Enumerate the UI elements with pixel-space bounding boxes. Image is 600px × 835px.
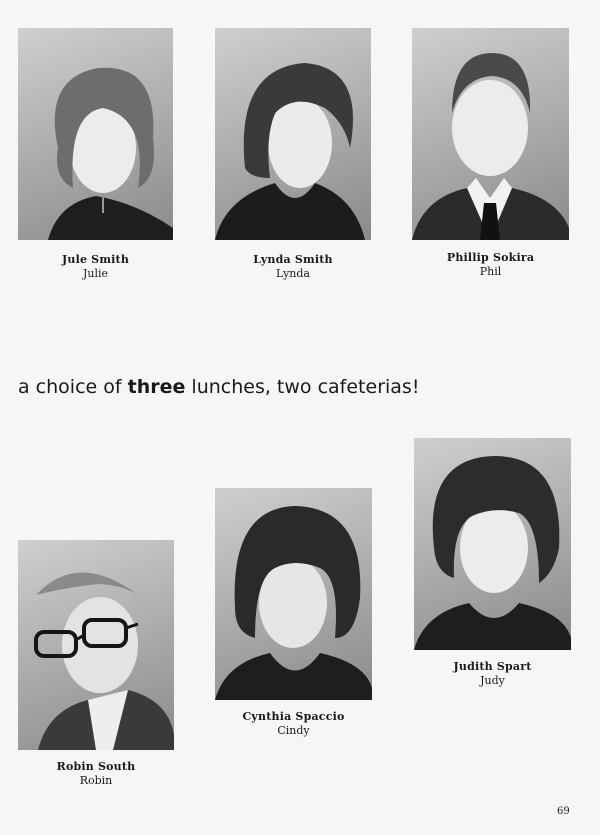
student-caption — [18, 760, 174, 788]
student-caption — [412, 251, 569, 279]
portrait-image — [18, 540, 174, 750]
student-full-name: Jule Smith — [61, 253, 130, 266]
portrait-photo — [18, 540, 174, 750]
student-nickname: Judy — [480, 674, 505, 687]
student-full-name: Phillip Sokira — [446, 251, 535, 264]
student-full-name: Judith Spart — [453, 660, 532, 673]
student-caption — [215, 710, 372, 738]
portrait-photo — [18, 28, 173, 240]
page-tagline — [18, 376, 419, 398]
portrait-image — [18, 28, 173, 240]
portrait-image — [215, 488, 372, 700]
student-nickname: Phil — [479, 265, 502, 278]
portrait-image — [414, 438, 571, 650]
portrait-photo — [215, 28, 371, 240]
student-full-name: Robin South — [56, 760, 136, 773]
portrait-photo — [215, 488, 372, 700]
student-full-name: Cynthia Spaccio — [242, 710, 345, 723]
page-number: 69 — [557, 806, 570, 817]
portrait-photo — [412, 28, 569, 240]
student-caption — [215, 253, 371, 281]
student-caption — [18, 253, 173, 281]
portrait-image — [215, 28, 371, 240]
tagline-suffix: lunches, two cafeterias! — [185, 376, 420, 398]
tagline-emphasis: three — [127, 376, 186, 398]
student-caption — [414, 660, 571, 688]
portrait-image — [412, 28, 569, 240]
student-nickname: Julie — [82, 267, 109, 280]
student-nickname: Lynda — [275, 267, 310, 280]
student-nickname: Robin — [79, 774, 113, 787]
student-nickname: Cindy — [277, 724, 310, 737]
student-full-name: Lynda Smith — [253, 253, 333, 266]
portrait-photo — [414, 438, 571, 650]
tagline-prefix: a choice of — [18, 376, 128, 398]
